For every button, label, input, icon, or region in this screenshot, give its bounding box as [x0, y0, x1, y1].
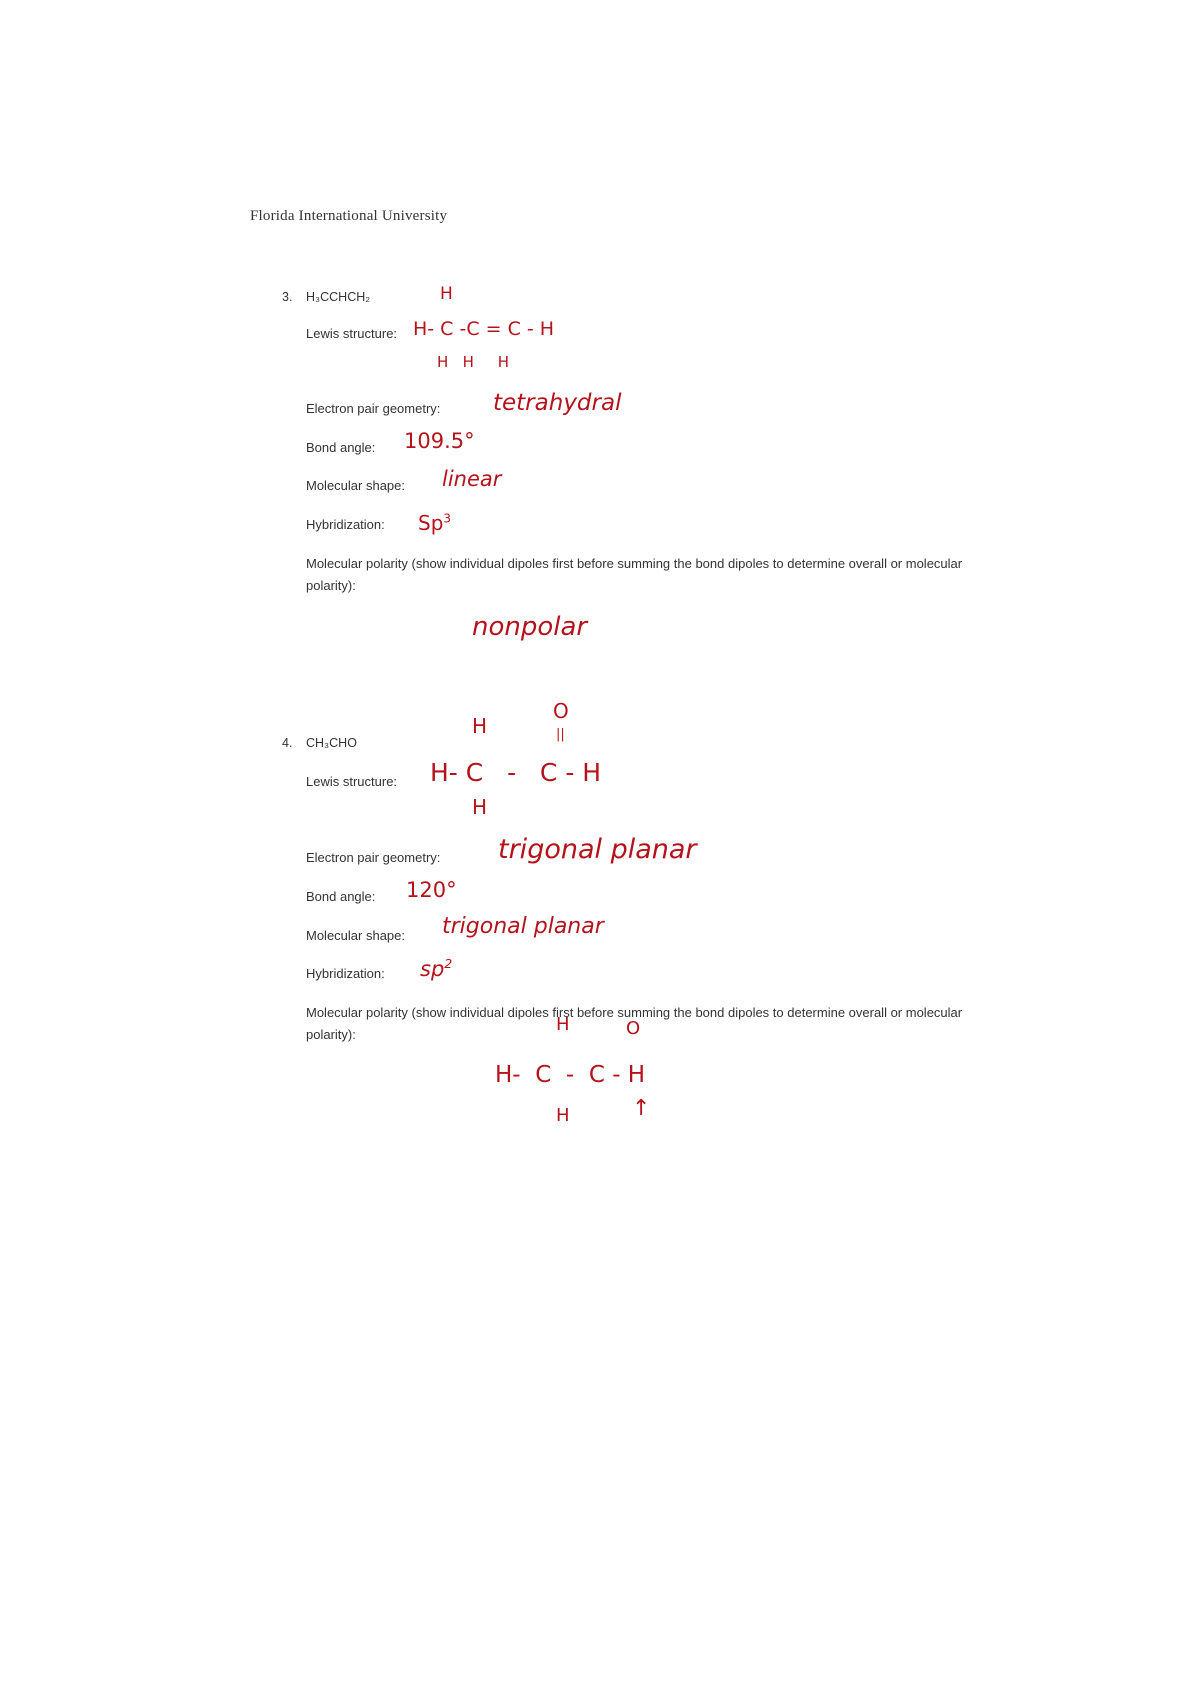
- q4-lewis-bottom-h: H: [472, 795, 488, 819]
- q4-lewis-label: Lewis structure:: [306, 774, 398, 789]
- q4-hyb-answer: $sp^2$: [420, 956, 453, 981]
- q3-lewis-bottom: H H H: [437, 353, 509, 371]
- q4-polarity-label: Molecular polarity (show individual dipoles first before summing the bond dipoles to determine overall or molecular polarity):: [306, 1005, 963, 1042]
- q4-hyb-label: Hybridization:: [306, 966, 385, 981]
- q4-bond-label: Bond angle:: [306, 889, 376, 904]
- q4-hyb-superscript: 2: [444, 956, 453, 971]
- q3-shape-label: Molecular shape:: [306, 478, 405, 493]
- q4-shape-label: Molecular shape:: [306, 928, 405, 943]
- q4-shape-answer: trigonal planar: [442, 914, 604, 939]
- q4-lewis-top-o: O: [553, 699, 569, 723]
- q3-lewis-main: H- C -C = C - H: [413, 318, 555, 340]
- q4-polarity-bottom-h: H: [556, 1105, 570, 1126]
- q3-polarity-answer: nonpolar: [472, 612, 588, 642]
- q3-polarity-label: Molecular polarity (show individual dipoles first before summing the bond dipoles to determine overall or molecular polarity):: [306, 556, 963, 593]
- q4-bond-answer: 120°: [406, 878, 457, 902]
- q3-formula: H₃CCHCH₂: [306, 290, 371, 304]
- q4-polarity-top-o: O: [626, 1018, 641, 1039]
- q3-hyb-answer: Sp$^3$: [418, 511, 452, 535]
- q4-lewis-top-h: H: [472, 714, 488, 738]
- q3-lewis-top-h: H: [440, 284, 453, 304]
- q4-number: 4.: [282, 736, 293, 750]
- q4-epg-label: Electron pair geometry:: [306, 850, 441, 865]
- q4-polarity-top-h: H: [556, 1014, 570, 1035]
- q3-hyb-label: Hybridization:: [306, 517, 385, 532]
- q3-bond-answer: 109.5°: [404, 429, 475, 453]
- q3-shape-answer: linear: [442, 467, 502, 491]
- q3-bond-label: Bond angle:: [306, 440, 376, 455]
- q3-epg-label: Electron pair geometry:: [306, 401, 441, 416]
- q4-lewis-main: H- C - C - H: [430, 758, 602, 787]
- q3-lewis-label: Lewis structure:: [306, 326, 398, 341]
- q4-formula: CH₃CHO: [306, 736, 357, 750]
- q3-hyb-superscript: 3: [443, 511, 452, 526]
- q3-number: 3.: [282, 290, 293, 304]
- dipole-arrow-icon: ↑: [632, 1096, 651, 1121]
- q4-epg-answer: trigonal planar: [498, 834, 697, 865]
- university-header: Florida International University: [250, 208, 448, 224]
- q3-epg-answer: tetrahydral: [493, 390, 622, 416]
- q4-polarity-main: H- C - C - H: [495, 1062, 646, 1088]
- q4-lewis-double-bond: ||: [556, 727, 565, 742]
